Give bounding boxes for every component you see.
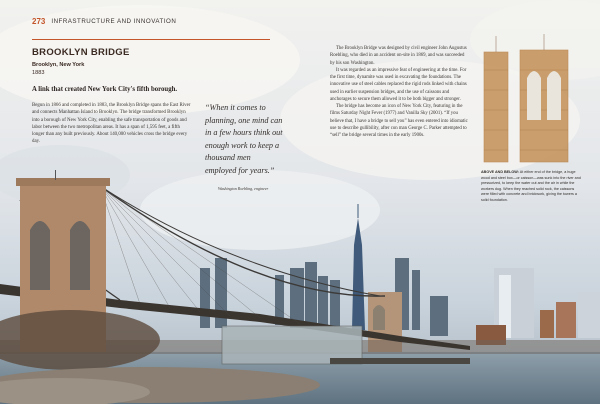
entry-title: BROOKLYN BRIDGE — [32, 47, 130, 58]
running-header — [32, 15, 270, 27]
entry-location: Brooklyn, New York — [32, 62, 85, 68]
body-paragraph: The bridge has become an icon of New York City, featuring in the films Saturday Night Fever (1977) and Vanilla Sky (2001). “If you believe that, I have a bridge to sell you” has even entered into idiomatic use to describe gullibility, after con man George C. Parker attempted to “sell” the bridge several times in the early 1900s. — [330, 104, 468, 138]
quote-attribution: Washington Roebling, engineer — [218, 186, 269, 191]
pull-quote: “When it comes to planning, one mind can in a few hours think out enough work to keep a thousand men employed for years.” — [205, 103, 283, 175]
body-text-right — [330, 45, 468, 139]
entry-lead: A link that created New York City's fifth borough. — [32, 86, 178, 93]
caption-text: At either end of the bridge, a huge wood and steel box—or caisson—was sunk into the river and pressurized, to keep the water out and the air in while the workers dug. When they reached solid rock, the caissons were filled with concrete and brickwork, giving the towers a solid foundation. — [481, 170, 581, 202]
body-paragraph: The Brooklyn Bridge was designed by civil engineer John Augustus Roebling, who died in an accident on-site in 1869, and was succeeded by his son Washington. — [330, 46, 467, 66]
header-rule — [32, 39, 270, 40]
page-number: 273 — [32, 16, 46, 26]
caption-lead: ABOVE AND BELOW: — [481, 170, 519, 174]
body-paragraph: It was regarded as an impressive feat of engineering at the time. For the first time, dynamite was used in excavating the foundations. The innovative use of steel cables replaced the rigid rods linked with chains used in earlier suspension bridges, and the use of caissons and anchorages to secure them allowed it to be both bigger and stronger. — [330, 67, 467, 102]
entry-year: 1883 — [32, 70, 45, 76]
body-text-left: Begun in 1866 and completed in 1883, the Brooklyn Bridge spans the East River and connects Manhattan Island to Brooklyn. The bridge transformed Brooklyn into a borough of New York City, enabling the safe transportation of goods and labor between the two metropolitan areas. It has a span of 1,595 feet, a fifth longer than any built previously. About 140,000 vehicles cross the bridge every day. — [32, 103, 191, 145]
section-title: INFRASTRUCTURE AND INNOVATION — [51, 17, 177, 25]
figure-caption — [481, 170, 581, 204]
